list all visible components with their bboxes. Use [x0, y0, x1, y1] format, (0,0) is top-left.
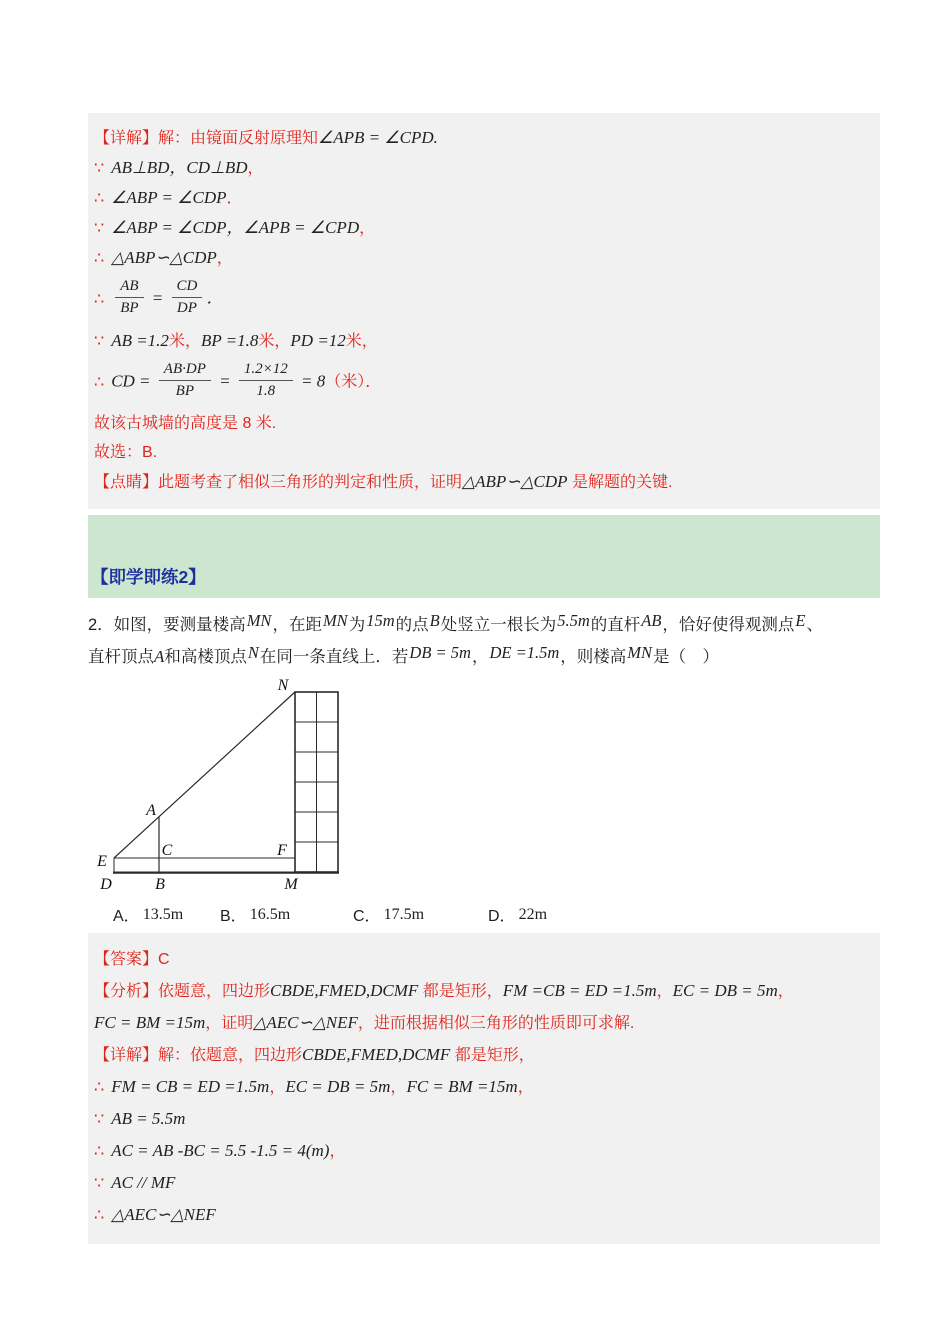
text-segment: ， — [390, 1079, 407, 1096]
text-segment: CD = — [111, 371, 155, 391]
text-segment: ，在距 — [272, 616, 322, 634]
question-2-text — [88, 609, 888, 673]
option-a-value: 13.5m — [142, 906, 184, 923]
practice-banner-label: 【即学即练2】 — [91, 567, 206, 587]
text-segment: 【答案】C — [94, 951, 170, 968]
text-segment: AB — [641, 611, 662, 630]
text-segment: 【点睛】此题考查了相似三角形的判定和性质，证明 — [94, 474, 463, 491]
text-line — [94, 442, 872, 463]
text-line — [94, 187, 872, 209]
solution-block-1 — [88, 113, 880, 509]
text-segment: MN — [322, 611, 348, 630]
text-line — [94, 360, 872, 405]
text-segment: ∠ABP = ∠CDP，∠APB = ∠CPD — [111, 218, 360, 237]
text-segment: = 8 — [296, 371, 326, 391]
text-segment: ，进而根据相似三角形的性质即可求解. — [357, 1015, 635, 1032]
text-segment: ∴ — [94, 190, 109, 207]
text-segment: 都是矩形， — [450, 1047, 535, 1064]
text-segment: ，恰好使得观测点 — [662, 616, 795, 634]
text-segment: 【详解】解：由镜面反射原理知 — [94, 130, 319, 147]
text-segment: EC = DB = 5m — [672, 981, 778, 1000]
text-segment: ． — [206, 288, 224, 308]
text-segment: ， — [216, 250, 233, 267]
text-segment: ∴ — [94, 1079, 109, 1096]
text-segment: ∴ — [94, 290, 109, 308]
text-segment: 故选：B. — [94, 444, 158, 461]
text-segment: B — [429, 611, 440, 630]
text-segment: ， — [247, 160, 264, 177]
text-segment: AC = AB -BC = 5.5 -1.5 = 4(m) — [111, 1141, 330, 1160]
fraction: $\frac{AB\cdot DP}{BP}$ — [159, 360, 211, 401]
text-line — [94, 277, 872, 322]
text-segment: ， — [517, 1079, 534, 1096]
option-a — [113, 903, 220, 926]
label-A: A — [146, 802, 156, 819]
text-segment: △AEC∽△NEF — [253, 1013, 358, 1032]
text-segment: E — [795, 611, 806, 630]
text-segment: ∴ — [94, 250, 109, 267]
answer-options — [113, 903, 813, 926]
fraction: $\frac{1.2\times 12}{1.8}$ — [239, 360, 293, 401]
text-segment: 是（ ） — [653, 648, 719, 666]
text-segment: 的点 — [395, 616, 429, 634]
text-segment: AB =1.2 — [111, 331, 169, 350]
text-segment: ， — [777, 983, 794, 1000]
text-segment: 2．如图，要测量楼高 — [88, 616, 246, 634]
fraction: $\frac{AB}{BP}$ — [115, 277, 143, 318]
text-segment: CBDE,FMED,DCMF — [270, 981, 419, 1000]
text-segment: ， — [329, 1143, 346, 1160]
text-line — [88, 609, 888, 641]
text-line — [94, 980, 872, 1002]
label-E: E — [97, 853, 107, 870]
text-line — [94, 217, 872, 239]
text-line — [94, 1044, 872, 1066]
text-segment: DB = 5m — [409, 643, 471, 662]
text-line — [94, 1108, 872, 1130]
text-segment: MN — [627, 643, 652, 662]
text-segment: ∵ — [94, 333, 109, 350]
text-segment: ，证明 — [205, 1015, 254, 1032]
sight-line-EN — [114, 692, 295, 858]
text-segment: 和高楼顶点 — [164, 648, 247, 666]
option-c-letter: C． — [353, 908, 381, 925]
text-segment: ∵ — [94, 1175, 109, 1192]
text-line — [94, 1140, 872, 1162]
solution-block-2 — [88, 933, 880, 1244]
option-a-letter: A． — [113, 908, 140, 925]
text-line — [94, 1172, 872, 1194]
text-segment: = — [147, 288, 168, 308]
figure-svg — [95, 677, 345, 894]
text-segment: A — [154, 647, 165, 666]
text-line — [94, 949, 872, 970]
option-d — [488, 903, 608, 926]
text-segment: FM = CB = ED =1.5m — [111, 1077, 270, 1096]
text-segment: 【详解】解：依题意，四边形 — [94, 1047, 303, 1064]
text-line — [94, 471, 872, 493]
text-line — [94, 1012, 872, 1034]
text-segment: ∠ABP = ∠CDP — [111, 188, 227, 207]
text-line — [94, 330, 872, 352]
text-segment: ． — [226, 190, 243, 207]
option-b — [220, 903, 353, 926]
text-segment: N — [247, 643, 259, 662]
text-segment: AB = 5.5m — [111, 1109, 186, 1128]
label-B: B — [155, 876, 165, 893]
text-segment: 米， — [345, 333, 378, 350]
text-segment: 都是矩形， — [418, 983, 503, 1000]
text-segment: FC = BM =15m — [94, 1013, 206, 1032]
text-line — [94, 127, 872, 149]
text-segment: 处竖立一根长为 — [440, 616, 557, 634]
label-M: M — [284, 876, 298, 893]
option-d-letter: D． — [488, 908, 516, 925]
text-segment: ， — [656, 983, 673, 1000]
text-segment: ， — [471, 648, 489, 666]
text-segment: 【分析】依题意，四边形 — [94, 983, 271, 1000]
label-D: D — [100, 876, 112, 893]
option-b-value: 16.5m — [249, 906, 291, 923]
text-segment: △ABP∽△CDP — [111, 248, 217, 267]
text-segment: ， — [269, 1079, 286, 1096]
baseline-rectangle — [114, 858, 295, 872]
text-line — [94, 1204, 872, 1226]
text-segment: PD =12 — [290, 331, 346, 350]
label-F: F — [277, 842, 287, 859]
text-segment: BP =1.8 — [200, 331, 259, 350]
option-c — [353, 903, 488, 926]
text-segment: 的直杆 — [590, 616, 641, 634]
text-segment: 为 — [348, 616, 366, 634]
text-segment: ∵ — [94, 220, 109, 237]
text-segment: AB⊥BD，CD⊥BD — [111, 158, 248, 177]
text-segment: ， — [359, 220, 376, 237]
option-b-letter: B． — [220, 908, 247, 925]
text-line — [94, 157, 872, 179]
text-line — [88, 641, 888, 673]
label-C: C — [161, 842, 173, 859]
text-segment: 5.5m — [557, 611, 590, 630]
text-segment: FM =CB = ED =1.5m — [502, 981, 657, 1000]
option-c-value: 17.5m — [383, 906, 425, 923]
text-segment: ∠APB = ∠CPD. — [318, 128, 438, 147]
practice-banner — [88, 515, 880, 598]
text-segment: 直杆顶点 — [88, 648, 154, 666]
text-segment: 15m — [366, 611, 395, 630]
text-segment: FC = BM =15m — [406, 1077, 518, 1096]
text-segment: 米， — [258, 333, 291, 350]
text-segment: ∴ — [94, 373, 109, 391]
text-segment: 、 — [806, 616, 824, 634]
text-segment: ∴ — [94, 1207, 109, 1224]
text-segment: ，则楼高 — [560, 648, 627, 666]
geometry-figure — [95, 677, 345, 894]
text-segment: ∴ — [94, 1143, 109, 1160]
text-segment: 故该古城墙的高度是 8 米. — [94, 415, 277, 432]
option-d-value: 22m — [518, 906, 548, 923]
text-line — [94, 247, 872, 269]
text-segment: DE =1.5m — [489, 643, 560, 662]
text-segment: 是解题的关键. — [567, 474, 673, 491]
text-segment: EC = DB = 5m — [285, 1077, 391, 1096]
text-segment: 在同一条直线上．若 — [259, 648, 409, 666]
fraction: $\frac{CD}{DP}$ — [172, 277, 203, 318]
text-segment: AC // MF — [111, 1173, 176, 1192]
label-N: N — [277, 677, 289, 694]
text-segment: ∵ — [94, 160, 109, 177]
text-segment: △ABP∽△CDP — [462, 472, 568, 491]
text-segment: （米）． — [325, 373, 382, 391]
text-segment: = — [214, 371, 235, 391]
text-segment: 米， — [168, 333, 201, 350]
text-segment: CBDE,FMED,DCMF — [302, 1045, 451, 1064]
text-line — [94, 1076, 872, 1098]
text-segment: △AEC∽△NEF — [111, 1205, 216, 1224]
text-segment: ∵ — [94, 1111, 109, 1128]
text-segment: MN — [246, 611, 272, 630]
text-line — [94, 413, 872, 434]
